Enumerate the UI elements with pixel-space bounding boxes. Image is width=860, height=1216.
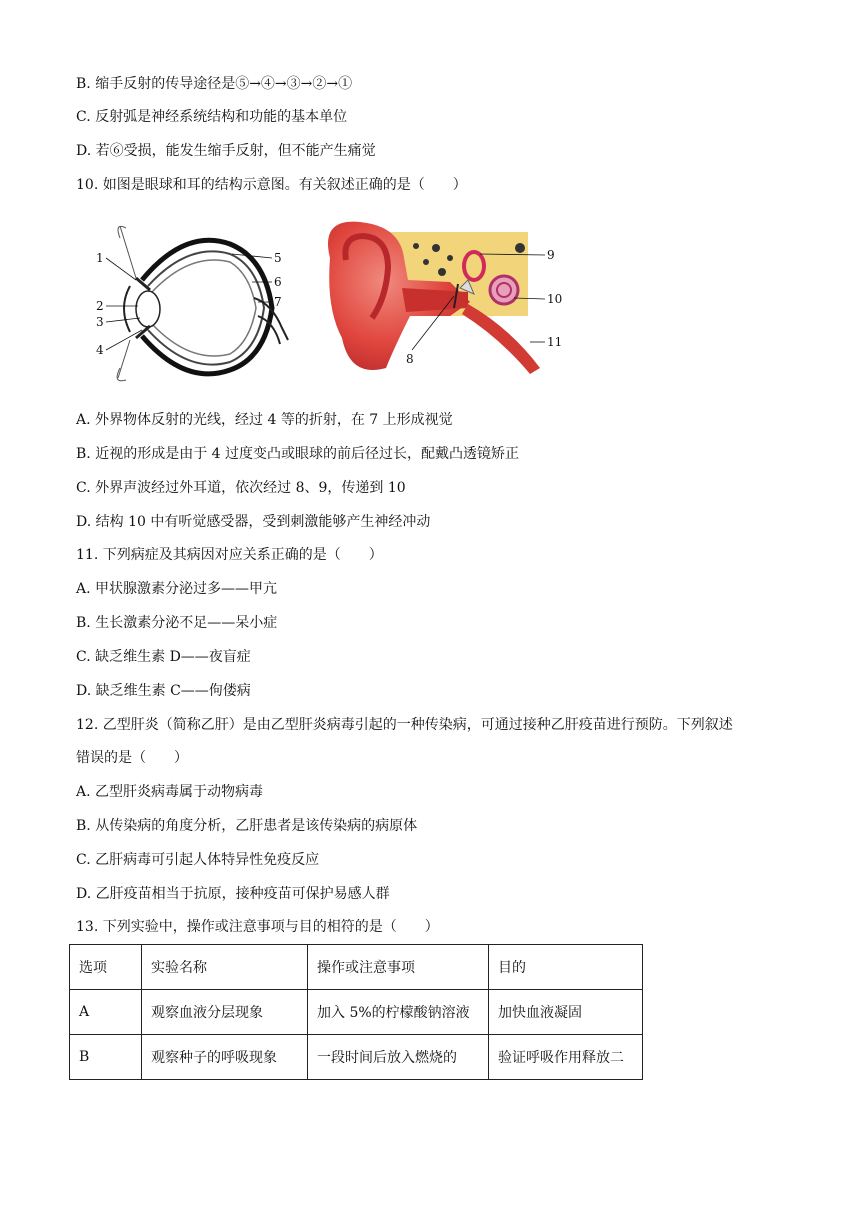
q9-option-d: D. 若⑥受损，能发生缩手反射，但不能产生痛觉 bbox=[76, 143, 376, 159]
q11-option-b: B. 生长激素分泌不足——呆小症 bbox=[76, 615, 278, 631]
q12-option-b: B. 从传染病的角度分析，乙肝患者是该传染病的病原体 bbox=[76, 818, 418, 834]
eye-label-7: 7 bbox=[274, 295, 282, 309]
ear-label-11: 11 bbox=[547, 335, 563, 349]
table-cell: 观察种子的呼吸现象 bbox=[142, 1035, 308, 1080]
ear-diagram bbox=[328, 222, 540, 374]
eye-label-6: 6 bbox=[274, 275, 282, 289]
table-cell: 一段时间后放入燃烧的 bbox=[308, 1035, 489, 1080]
q9-option-c: C. 反射弧是神经系统结构和功能的基本单位 bbox=[76, 109, 348, 125]
table-cell: 验证呼吸作用释放二 bbox=[489, 1035, 643, 1080]
table-cell: A bbox=[70, 990, 142, 1035]
ear-label-8: 8 bbox=[406, 352, 414, 366]
table-cell: 观察血液分层现象 bbox=[142, 990, 308, 1035]
table-row bbox=[70, 990, 643, 1035]
eye-ear-diagram bbox=[90, 218, 590, 388]
q11-option-a: A. 甲状腺激素分泌过多——甲亢 bbox=[76, 581, 278, 597]
eye-label-2: 2 bbox=[96, 299, 104, 313]
table-cell: 加入 5%的柠檬酸钠溶液 bbox=[308, 990, 489, 1035]
q11-stem: 11. 下列病症及其病因对应关系正确的是（ ） bbox=[76, 547, 383, 563]
eye-ear-figure bbox=[90, 218, 590, 388]
q10-stem: 10. 如图是眼球和耳的结构示意图。有关叙述正确的是（ ） bbox=[76, 177, 467, 193]
q12-option-c: C. 乙肝病毒可引起人体特异性免疫反应 bbox=[76, 852, 320, 868]
table-cell: 加快血液凝固 bbox=[489, 990, 643, 1035]
ear-label-9: 9 bbox=[547, 248, 555, 262]
q12-option-d: D. 乙肝疫苗相当于抗原，接种疫苗可保护易感人群 bbox=[76, 886, 390, 902]
eye-label-1: 1 bbox=[96, 251, 104, 265]
q12-option-a: A. 乙型肝炎病毒属于动物病毒 bbox=[76, 784, 264, 800]
q11-option-d: D. 缺乏维生素 C——佝偻病 bbox=[76, 683, 251, 699]
eye-label-5: 5 bbox=[274, 251, 282, 265]
table-header-row bbox=[70, 945, 643, 990]
q13-stem: 13. 下列实验中，操作或注意事项与目的相符的是（ ） bbox=[76, 919, 439, 935]
header-cell: 实验名称 bbox=[142, 945, 308, 990]
q9-option-b: B. 缩手反射的传导途径是⑤→④→③→②→① bbox=[76, 76, 353, 92]
header-cell: 操作或注意事项 bbox=[308, 945, 489, 990]
q10-option-a: A. 外界物体反射的光线，经过 4 等的折射，在 7 上形成视觉 bbox=[76, 412, 453, 428]
table-cell: B bbox=[70, 1035, 142, 1080]
q10-option-b: B. 近视的形成是由于 4 过度变凸或眼球的前后径过长，配戴凸透镜矫正 bbox=[76, 446, 519, 462]
header-cell: 选项 bbox=[70, 945, 142, 990]
ear-label-10: 10 bbox=[547, 292, 563, 306]
q10-option-c: C. 外界声波经过外耳道，依次经过 8、9，传递到 10 bbox=[76, 480, 406, 496]
header-cell: 目的 bbox=[489, 945, 643, 990]
eye-label-4: 4 bbox=[96, 343, 104, 357]
eyeball-diagram bbox=[117, 226, 288, 381]
q10-option-d: D. 结构 10 中有听觉感受器，受到刺激能够产生神经冲动 bbox=[76, 514, 431, 530]
q12-stem-line1: 12. 乙型肝炎（简称乙肝）是由乙型肝炎病毒引起的一种传染病，可通过接种乙肝疫苗进行预防。下列叙述 bbox=[76, 717, 733, 733]
q11-option-c: C. 缺乏维生素 D——夜盲症 bbox=[76, 649, 251, 665]
q12-stem-line2: 错误的是（ ） bbox=[76, 750, 188, 766]
table-row bbox=[70, 1035, 643, 1080]
experiment-table bbox=[69, 944, 643, 1080]
eye-label-3: 3 bbox=[96, 315, 104, 329]
